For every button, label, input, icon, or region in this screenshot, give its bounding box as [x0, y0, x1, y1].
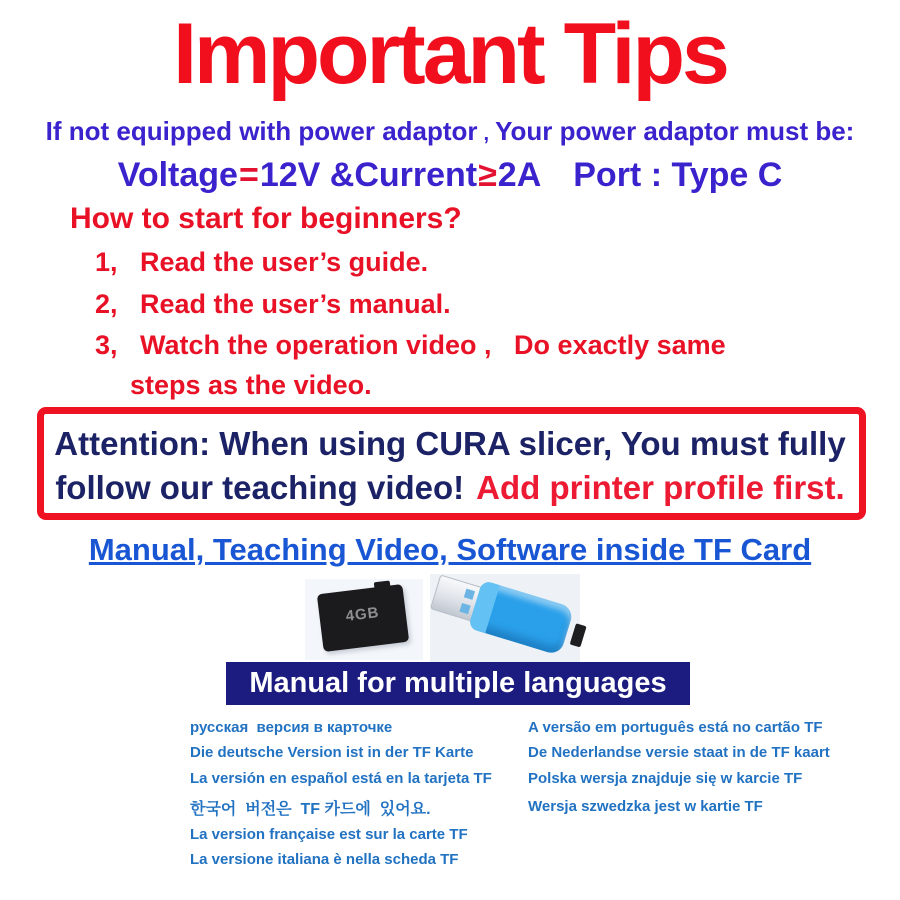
language-line-dutch: De Nederlandse versie staat in de TF kaart [528, 744, 830, 761]
language-line-german: Die deutsche Version ist in der TF Karte [190, 744, 474, 761]
usb-reader [428, 568, 582, 659]
usb-reader-image [430, 574, 580, 664]
power-note-part2: Your power adaptor must be: [495, 116, 855, 146]
language-line-french: La version française est sur la carte TF [190, 826, 468, 843]
language-line-portuguese: A versão em português está no cartão TF [528, 719, 823, 736]
language-line-italian: La versione italiana è nella scheda TF [190, 851, 459, 868]
manual-link[interactable]: Manual, Teaching Video, Software inside TF Card [88, 532, 812, 567]
attention-line2-red: Add printer profile first. [476, 469, 845, 506]
attention-line2-dark: follow our teaching video! [55, 469, 465, 506]
usb-contact-hole [459, 603, 470, 614]
language-line-spanish: La versión en español está en la tarjeta TF [190, 770, 492, 787]
voltage-current-value: 12V &Current [259, 156, 478, 194]
page-title: Important Tips [173, 6, 727, 102]
greater-equal-symbol: ≥ [478, 156, 497, 194]
power-note-comma: , [483, 123, 490, 145]
language-line-russian: русская версия в карточке [190, 719, 393, 736]
attention-line1: Attention: When using CURA slicer, You must fully [54, 425, 846, 462]
voltage-label: Voltage [117, 156, 238, 194]
port-spec: Port : Type C [573, 156, 783, 194]
languages-banner [226, 662, 690, 705]
language-line-korean: 한국어 버전은 TF 카드에 있어요. [190, 801, 431, 818]
howto-step-1: 1, Read the user’s guide. [95, 247, 429, 277]
attention-line2 [0, 469, 900, 507]
howto-step-2: 2, Read the user’s manual. [95, 289, 451, 319]
howto-step-3-continued: steps as the video. [130, 370, 372, 400]
tf-card [317, 584, 409, 652]
howto-heading: How to start for beginners? [70, 202, 462, 235]
tf-card-capacity-label: 4GB [344, 604, 381, 626]
tf-card-notch [374, 580, 391, 590]
usb-reader-body [468, 580, 574, 656]
equals-symbol: = [238, 156, 259, 194]
usb-contact-hole [464, 589, 475, 600]
power-note-part1: If not equipped with power adaptor [45, 116, 478, 146]
power-spec-line [0, 156, 900, 195]
language-line-polish: Polska wersja znajduje się w karcie TF [528, 770, 803, 787]
howto-step-3: 3, Watch the operation video , Do exactly same [95, 330, 726, 360]
tf-card-image [305, 579, 423, 660]
current-value: 2A [497, 156, 542, 194]
inserted-tf-card-tab [570, 623, 587, 647]
languages-banner-label: Manual for multiple languages [249, 667, 667, 699]
language-line-swedish: Wersja szwedzka jest w kartie TF [528, 798, 763, 815]
power-adaptor-note [0, 116, 900, 147]
